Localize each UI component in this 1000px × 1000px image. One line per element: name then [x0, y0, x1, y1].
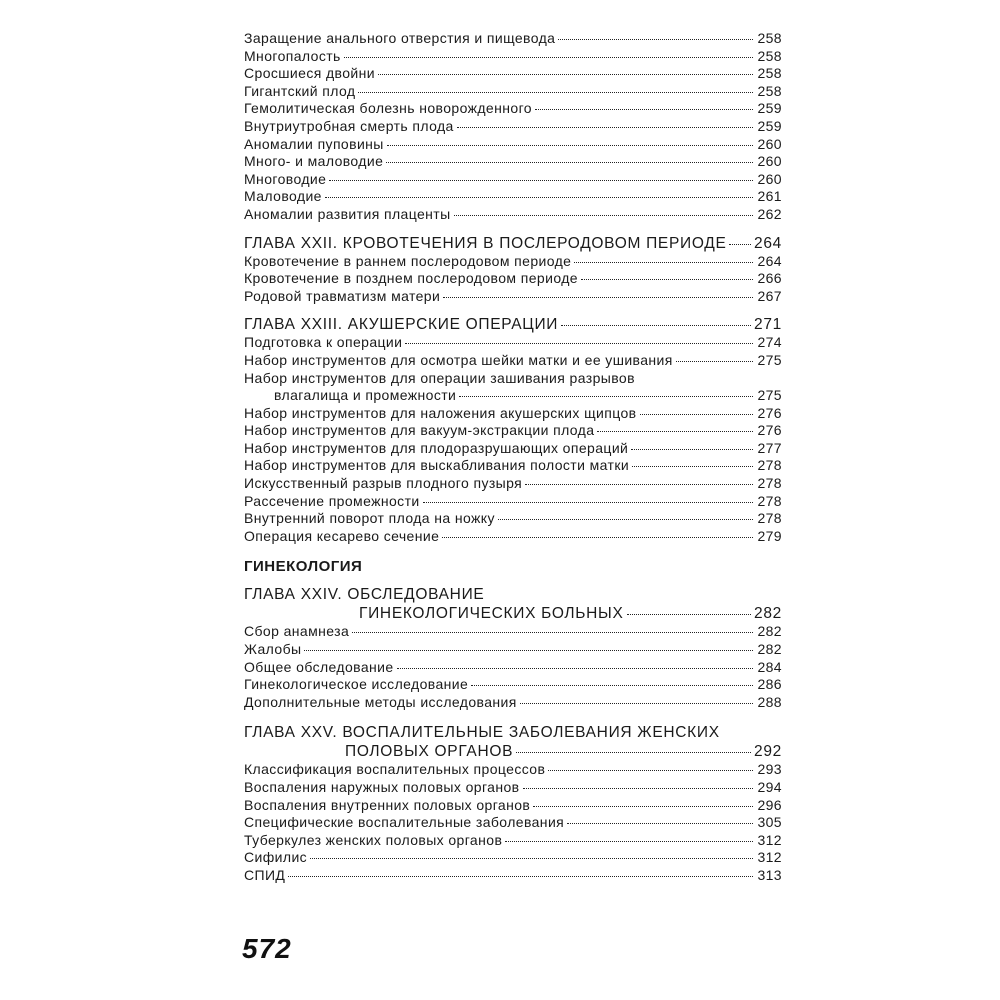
- toc-entry-page: 258: [757, 47, 782, 64]
- toc-entry-title: Воспаления внутренних половых органов: [244, 796, 531, 813]
- toc-entry-page: 286: [757, 676, 782, 693]
- toc-entry: [244, 334, 782, 352]
- toc-entry-page: 260: [757, 135, 782, 152]
- toc-entry: [244, 475, 782, 493]
- toc-entry-page: 262: [757, 205, 782, 222]
- chapter-heading: [244, 604, 782, 623]
- toc-entry-title: Сросшиеся двойни: [244, 65, 375, 82]
- toc-entry: [244, 352, 782, 370]
- dot-leader: [520, 703, 753, 704]
- toc-entry: [244, 761, 782, 779]
- toc-entry: [244, 493, 782, 511]
- chapter-page: 292: [754, 743, 782, 761]
- chapter-page: 271: [754, 316, 782, 334]
- dot-leader: [329, 180, 753, 181]
- toc-entry-title: Аномалии пуповины: [244, 135, 384, 152]
- toc-entry: [244, 867, 782, 885]
- dot-leader: [358, 92, 753, 93]
- toc-entry-title: Дополнительные методы исследования: [244, 693, 517, 710]
- toc-entry-wrapped-line2: [244, 387, 782, 405]
- toc-entry-title: Гемолитическая болезнь новорожденного: [244, 100, 532, 117]
- dot-leader: [459, 396, 753, 397]
- dot-leader: [581, 279, 753, 280]
- toc-entry-title: Рассечение промежности: [244, 492, 420, 509]
- toc-entry-page: 282: [757, 641, 782, 658]
- chapter-heading: [244, 742, 782, 761]
- toc-entry: [244, 83, 782, 101]
- toc-entry-title: Набор инструментов для плодоразрушающих операций: [244, 439, 629, 456]
- dot-leader: [558, 39, 753, 40]
- toc-entry-title: Набор инструментов для операции зашивания разрывов: [244, 369, 635, 386]
- toc-group-fetal-anomalies: [244, 30, 782, 224]
- dot-leader: [325, 197, 753, 198]
- toc-entry-page: 276: [757, 422, 782, 439]
- toc-entry: [244, 118, 782, 136]
- toc-entry-title: Заращение анального отверстия и пищевода: [244, 30, 556, 46]
- table-of-contents: [244, 30, 782, 885]
- dot-leader: [310, 858, 753, 859]
- dot-leader: [304, 650, 753, 651]
- toc-entry-title: Внутренний поворот плода на ножку: [244, 510, 495, 527]
- toc-entry-title: Сбор анамнеза: [244, 623, 350, 640]
- toc-entry-page: 288: [757, 693, 782, 710]
- toc-entry-title-continued: влагалища и промежности: [274, 387, 457, 404]
- toc-entry: [244, 832, 782, 850]
- toc-entry-page: 264: [757, 252, 782, 269]
- toc-entry-title: Многоводие: [244, 170, 327, 187]
- toc-entry-page: 276: [757, 404, 782, 421]
- toc-entry: [244, 797, 782, 815]
- toc-entry: [244, 422, 782, 440]
- toc-entry-page: 275: [757, 351, 782, 368]
- toc-entry-page: 259: [757, 117, 782, 134]
- toc-entry-page: 313: [757, 866, 782, 883]
- toc-entry-title: Сифилис: [244, 849, 308, 866]
- toc-entry-title: Кровотечение в позднем послеродовом периоде: [244, 270, 578, 287]
- dot-leader: [548, 770, 753, 771]
- toc-entry: [244, 48, 782, 66]
- toc-entry-title: Родовой травматизм матери: [244, 287, 441, 304]
- toc-entry-page: 258: [757, 82, 782, 99]
- toc-entry-page: 305: [757, 814, 782, 831]
- toc-entry-page: 278: [757, 457, 782, 474]
- dot-leader: [344, 57, 753, 58]
- toc-entry: [244, 30, 782, 48]
- toc-entry-page: 261: [757, 188, 782, 205]
- toc-entry-page: 278: [757, 510, 782, 527]
- dot-leader: [443, 297, 753, 298]
- toc-entry: [244, 100, 782, 118]
- toc-entry-page: 275: [757, 387, 782, 404]
- dot-leader: [676, 361, 753, 362]
- toc-entry-title: Классификация воспалительных процессов: [244, 761, 546, 778]
- toc-entry: [244, 510, 782, 528]
- toc-entry: [244, 457, 782, 475]
- dot-leader: [423, 502, 753, 503]
- chapter-heading: [244, 234, 782, 253]
- toc-entry-page: 282: [757, 623, 782, 640]
- toc-entry-title: Жалобы: [244, 641, 302, 658]
- toc-entry: [244, 849, 782, 867]
- toc-entry: [244, 623, 782, 641]
- toc-entry-title: Подготовка к операции: [244, 334, 403, 351]
- toc-entry-title: Воспаления наружных половых органов: [244, 779, 520, 795]
- toc-entry-page: 278: [757, 492, 782, 509]
- toc-entry: [244, 659, 782, 677]
- chapter-title: ГЛАВА XXII. КРОВОТЕЧЕНИЯ В ПОСЛЕРОДОВОМ ПЕРИОДЕ: [244, 234, 727, 252]
- page-number: 572: [242, 933, 292, 964]
- toc-entry: [244, 270, 782, 288]
- toc-entry: [244, 779, 782, 797]
- dot-leader: [454, 215, 753, 216]
- toc-chapter-24: [244, 585, 782, 711]
- toc-entry-page: 284: [757, 658, 782, 675]
- toc-entry-title: Кровотечение в раннем послеродовом периоде: [244, 252, 572, 269]
- toc-entry-page: 296: [757, 796, 782, 813]
- dot-leader: [533, 806, 753, 807]
- dot-leader: [523, 788, 754, 789]
- toc-entry-page: 260: [757, 170, 782, 187]
- chapter-heading: [244, 315, 782, 334]
- dot-leader: [405, 343, 753, 344]
- toc-entry: [244, 65, 782, 83]
- dot-leader: [505, 841, 753, 842]
- toc-entry: [244, 405, 782, 423]
- toc-entry: [244, 206, 782, 224]
- dot-leader: [378, 74, 753, 75]
- chapter-page: 264: [754, 234, 782, 252]
- toc-entry-page: 279: [757, 527, 782, 544]
- dot-leader: [597, 431, 753, 432]
- dot-leader: [471, 685, 753, 686]
- toc-entry-title: Операция кесарево сечение: [244, 527, 440, 544]
- toc-entry-title: Набор инструментов для выскабливания полости матки: [244, 457, 630, 474]
- chapter-title-line1: ГЛАВА XXIV. ОБСЛЕДОВАНИЕ: [244, 586, 485, 604]
- dot-leader: [288, 876, 753, 877]
- toc-entry-title: Гинекологическое исследование: [244, 676, 469, 693]
- toc-entry-title: Набор инструментов для вакуум-экстракции плода: [244, 422, 595, 439]
- toc-chapter-23: [244, 315, 782, 545]
- toc-entry: [244, 136, 782, 154]
- dot-leader: [498, 519, 753, 520]
- toc-entry-page: 266: [757, 270, 782, 287]
- toc-entry: [244, 641, 782, 659]
- section-title: ГИНЕКОЛОГИЯ: [244, 558, 363, 576]
- toc-entry-page: 294: [757, 779, 782, 795]
- dot-leader: [397, 668, 753, 669]
- chapter-title: ГЛАВА XXIII. АКУШЕРСКИЕ ОПЕРАЦИИ: [244, 316, 559, 334]
- toc-entry-page: 312: [757, 849, 782, 866]
- dot-leader: [535, 109, 753, 110]
- toc-entry-page: 278: [757, 475, 782, 492]
- dot-leader: [574, 262, 753, 263]
- toc-entry-page: 260: [757, 153, 782, 170]
- toc-entry-page: 258: [757, 30, 782, 46]
- dot-leader: [561, 325, 751, 326]
- chapter-page: 282: [754, 605, 782, 623]
- dot-leader: [627, 614, 752, 615]
- dot-leader: [387, 145, 753, 146]
- toc-entry-title: Многопалость: [244, 47, 341, 64]
- toc-entry-title: СПИД: [244, 866, 286, 883]
- dot-leader: [640, 414, 754, 415]
- chapter-title-line2: ГИНЕКОЛОГИЧЕСКИХ БОЛЬНЫХ: [359, 605, 624, 623]
- toc-entry-page: 293: [757, 761, 782, 778]
- toc-entry-title: Специфические воспалительные заболевания: [244, 814, 565, 831]
- toc-entry-page: 312: [757, 831, 782, 848]
- toc-entry-title: Набор инструментов для осмотра шейки матки и ее ушивания: [244, 351, 673, 368]
- dot-leader: [457, 127, 753, 128]
- dot-leader: [729, 244, 751, 245]
- chapter-title-line1: ГЛАВА XXV. ВОСПАЛИТЕЛЬНЫЕ ЗАБОЛЕВАНИЯ ЖЕНСКИХ: [244, 724, 720, 742]
- dot-leader: [442, 537, 753, 538]
- toc-entry-page: 274: [757, 334, 782, 351]
- toc-entry-title: Туберкулез женских половых органов: [244, 831, 503, 848]
- toc-entry-title: Набор инструментов для наложения акушерских щипцов: [244, 404, 637, 421]
- toc-entry: [244, 288, 782, 306]
- dot-leader: [525, 484, 753, 485]
- dot-leader: [352, 632, 753, 633]
- toc-entry-title: Аномалии развития плаценты: [244, 205, 451, 222]
- chapter-title-line2: ПОЛОВЫХ ОРГАНОВ: [345, 743, 514, 761]
- toc-chapter-25: [244, 723, 782, 884]
- dot-leader: [516, 752, 751, 753]
- toc-entry-page: 258: [757, 65, 782, 82]
- toc-entry: [244, 440, 782, 458]
- dot-leader: [631, 449, 753, 450]
- toc-entry: [244, 171, 782, 189]
- toc-entry: [244, 153, 782, 171]
- toc-entry: [244, 528, 782, 546]
- toc-entry-title: Внутриутробная смерть плода: [244, 117, 454, 134]
- toc-entry-title: Искусственный разрыв плодного пузыря: [244, 475, 523, 492]
- toc-chapter-22: [244, 234, 782, 306]
- toc-entry-title: Маловодие: [244, 188, 322, 205]
- toc-entry-page: 267: [757, 287, 782, 304]
- dot-leader: [632, 466, 753, 467]
- toc-entry: [244, 188, 782, 206]
- toc-entry-wrapped-line1: [244, 370, 782, 388]
- toc-entry-page: 277: [757, 439, 782, 456]
- toc-entry: [244, 814, 782, 832]
- toc-entry: [244, 676, 782, 694]
- toc-entry-title: Общее обследование: [244, 658, 394, 675]
- toc-entry: [244, 694, 782, 712]
- dot-leader: [567, 823, 753, 824]
- toc-entry-page: 259: [757, 100, 782, 117]
- toc-entry-title: Гигантский плод: [244, 82, 356, 99]
- toc-entry: [244, 253, 782, 271]
- dot-leader: [386, 162, 753, 163]
- toc-entry-title: Много- и маловодие: [244, 153, 384, 170]
